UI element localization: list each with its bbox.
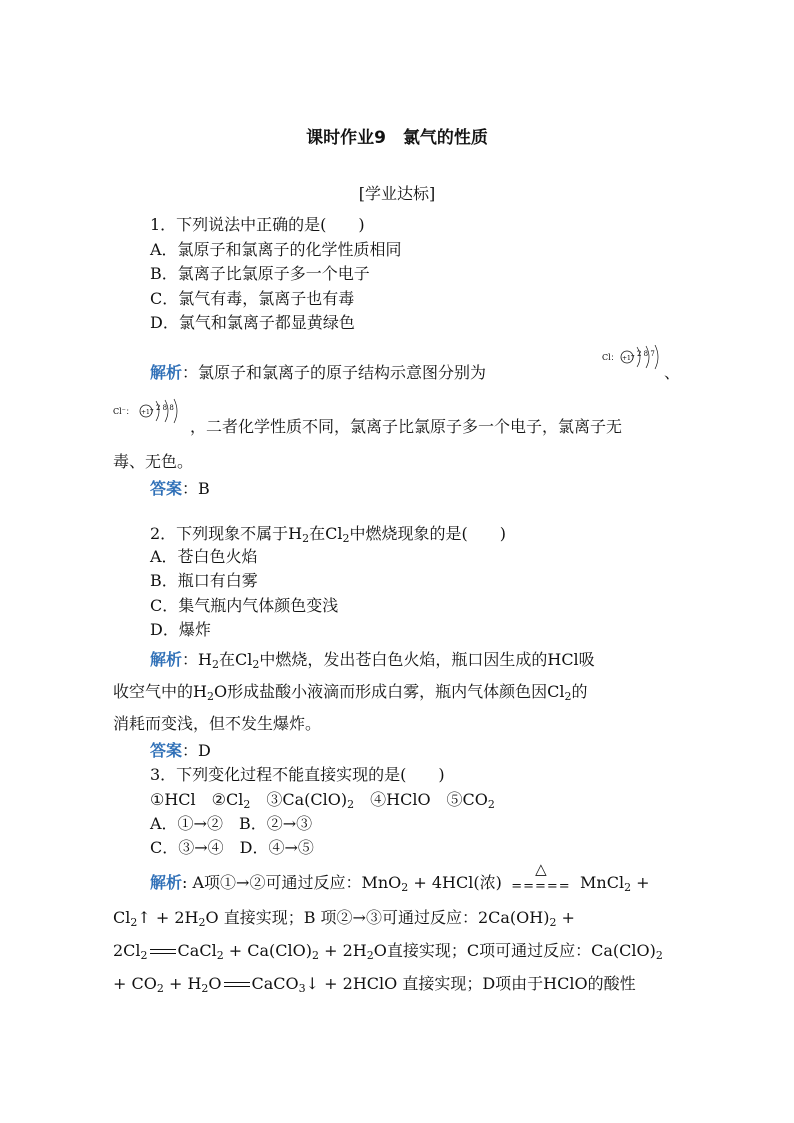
q3-explanation-line1: 解析: A项①→②可通过反应：MnO$_2$ + 4HCl(浓) △ ===== MnCl$_2$ +: [150, 860, 650, 894]
cl-atom-nucleus: +17: [622, 355, 635, 362]
answer-label: 答案: [150, 479, 183, 498]
q1-option-c: C．氯气有毒，氯离子也有毒: [150, 289, 355, 308]
chlorine-atom-diagram: [602, 345, 666, 383]
equals-sign: [150, 949, 176, 954]
q1-answer: 答案：B: [150, 479, 210, 498]
q2-explanation-line3: 消耗而变浅，但不发生爆炸。: [113, 714, 322, 733]
cl-atom-symbol: Cl：: [602, 353, 619, 362]
explanation-label: 解析: [150, 363, 183, 382]
q1-option-a: A．氯原子和氯离子的化学性质相同: [150, 240, 402, 259]
q2-explanation-line1: 解析：$H_2$在$Cl_2$中燃烧，发出苍白色火焰，瓶口因生成的HCl吸: [150, 650, 595, 671]
shell-arc: [174, 399, 177, 423]
cl-ion-nucleus: +17: [141, 409, 154, 416]
shell-arc: [655, 345, 658, 369]
heating-equals-sign: △ =====: [511, 860, 571, 894]
answer-label: 答案: [150, 741, 183, 760]
q2-stem: 2．下列现象不属于$H_2$在$Cl_2$中燃烧现象的是( ): [150, 524, 507, 545]
explanation-label: 解析: [150, 650, 183, 669]
section-heading: [学业达标]: [358, 184, 436, 203]
q3-explanation-line2: $Cl_2↑ + 2H_2O$ 直接实现；B 项②→③可通过反应：$2Ca(OH)_2$ +: [113, 908, 575, 929]
q2-answer: 答案：D: [150, 741, 211, 760]
q3-options-ab: A．①→② B．②→③: [150, 814, 313, 833]
chloride-ion-diagram: [113, 398, 193, 438]
separator: 、: [664, 363, 681, 382]
q1-explanation-line1: 解析：氯原子和氯离子的原子结构示意图分别为: [150, 363, 487, 382]
q3-explanation-line3: $2Cl_2$ CaCl$_2$ + $Ca(ClO)_2 + 2H_2O$直接实现；C项可通过反应：$Ca(ClO)_2$: [113, 941, 663, 962]
explanation-label: 解析: [150, 873, 183, 892]
q1-explanation-line2: ，二者化学性质不同，氯离子比氯原子多一个电子，氯离子无: [190, 417, 623, 436]
q2-option-d: D．爆炸: [150, 620, 211, 639]
q3-items: ①HCl $②Cl_2$ $③Ca(ClO)_2$ ④HClO $⑤CO_2$: [150, 790, 495, 811]
q2-option-b: B．瓶口有白雾: [150, 571, 258, 590]
q1-option-d: D．氯气和氯离子都显黄绿色: [150, 313, 355, 332]
q3-stem: 3．下列变化过程不能直接实现的是( ): [150, 765, 445, 784]
page-title: 课时作业9 氯气的性质: [306, 128, 488, 148]
q3-options-cd: C．③→④ D．④→⑤: [150, 838, 314, 857]
q3-explanation-line4: + $CO_2 + H_2O$ CaCO$_3$↓ + 2HClO 直接实现；D项由于HClO的酸性: [113, 974, 636, 995]
cl-ion-shells: 2 8 8: [156, 404, 174, 412]
q1-option-b: B．氯离子比氯原子多一个电子: [150, 264, 370, 283]
cl-atom-shells: 2 8 7: [637, 350, 655, 358]
q2-option-c: C．集气瓶内气体颜色变浅: [150, 596, 339, 615]
q2-option-a: A．苍白色火焰: [150, 547, 258, 566]
q2-explanation-line2: 收空气中的$H_2O$形成盐酸小液滴而形成白雾，瓶内气体颜色因$Cl_2$的: [113, 682, 588, 703]
q1-stem: 1．下列说法中正确的是( ): [150, 215, 365, 234]
cl-ion-symbol: Cl⁻：: [113, 407, 134, 416]
q1-explanation-line3: 毒、无色。: [113, 452, 194, 471]
equals-sign: [224, 982, 250, 987]
